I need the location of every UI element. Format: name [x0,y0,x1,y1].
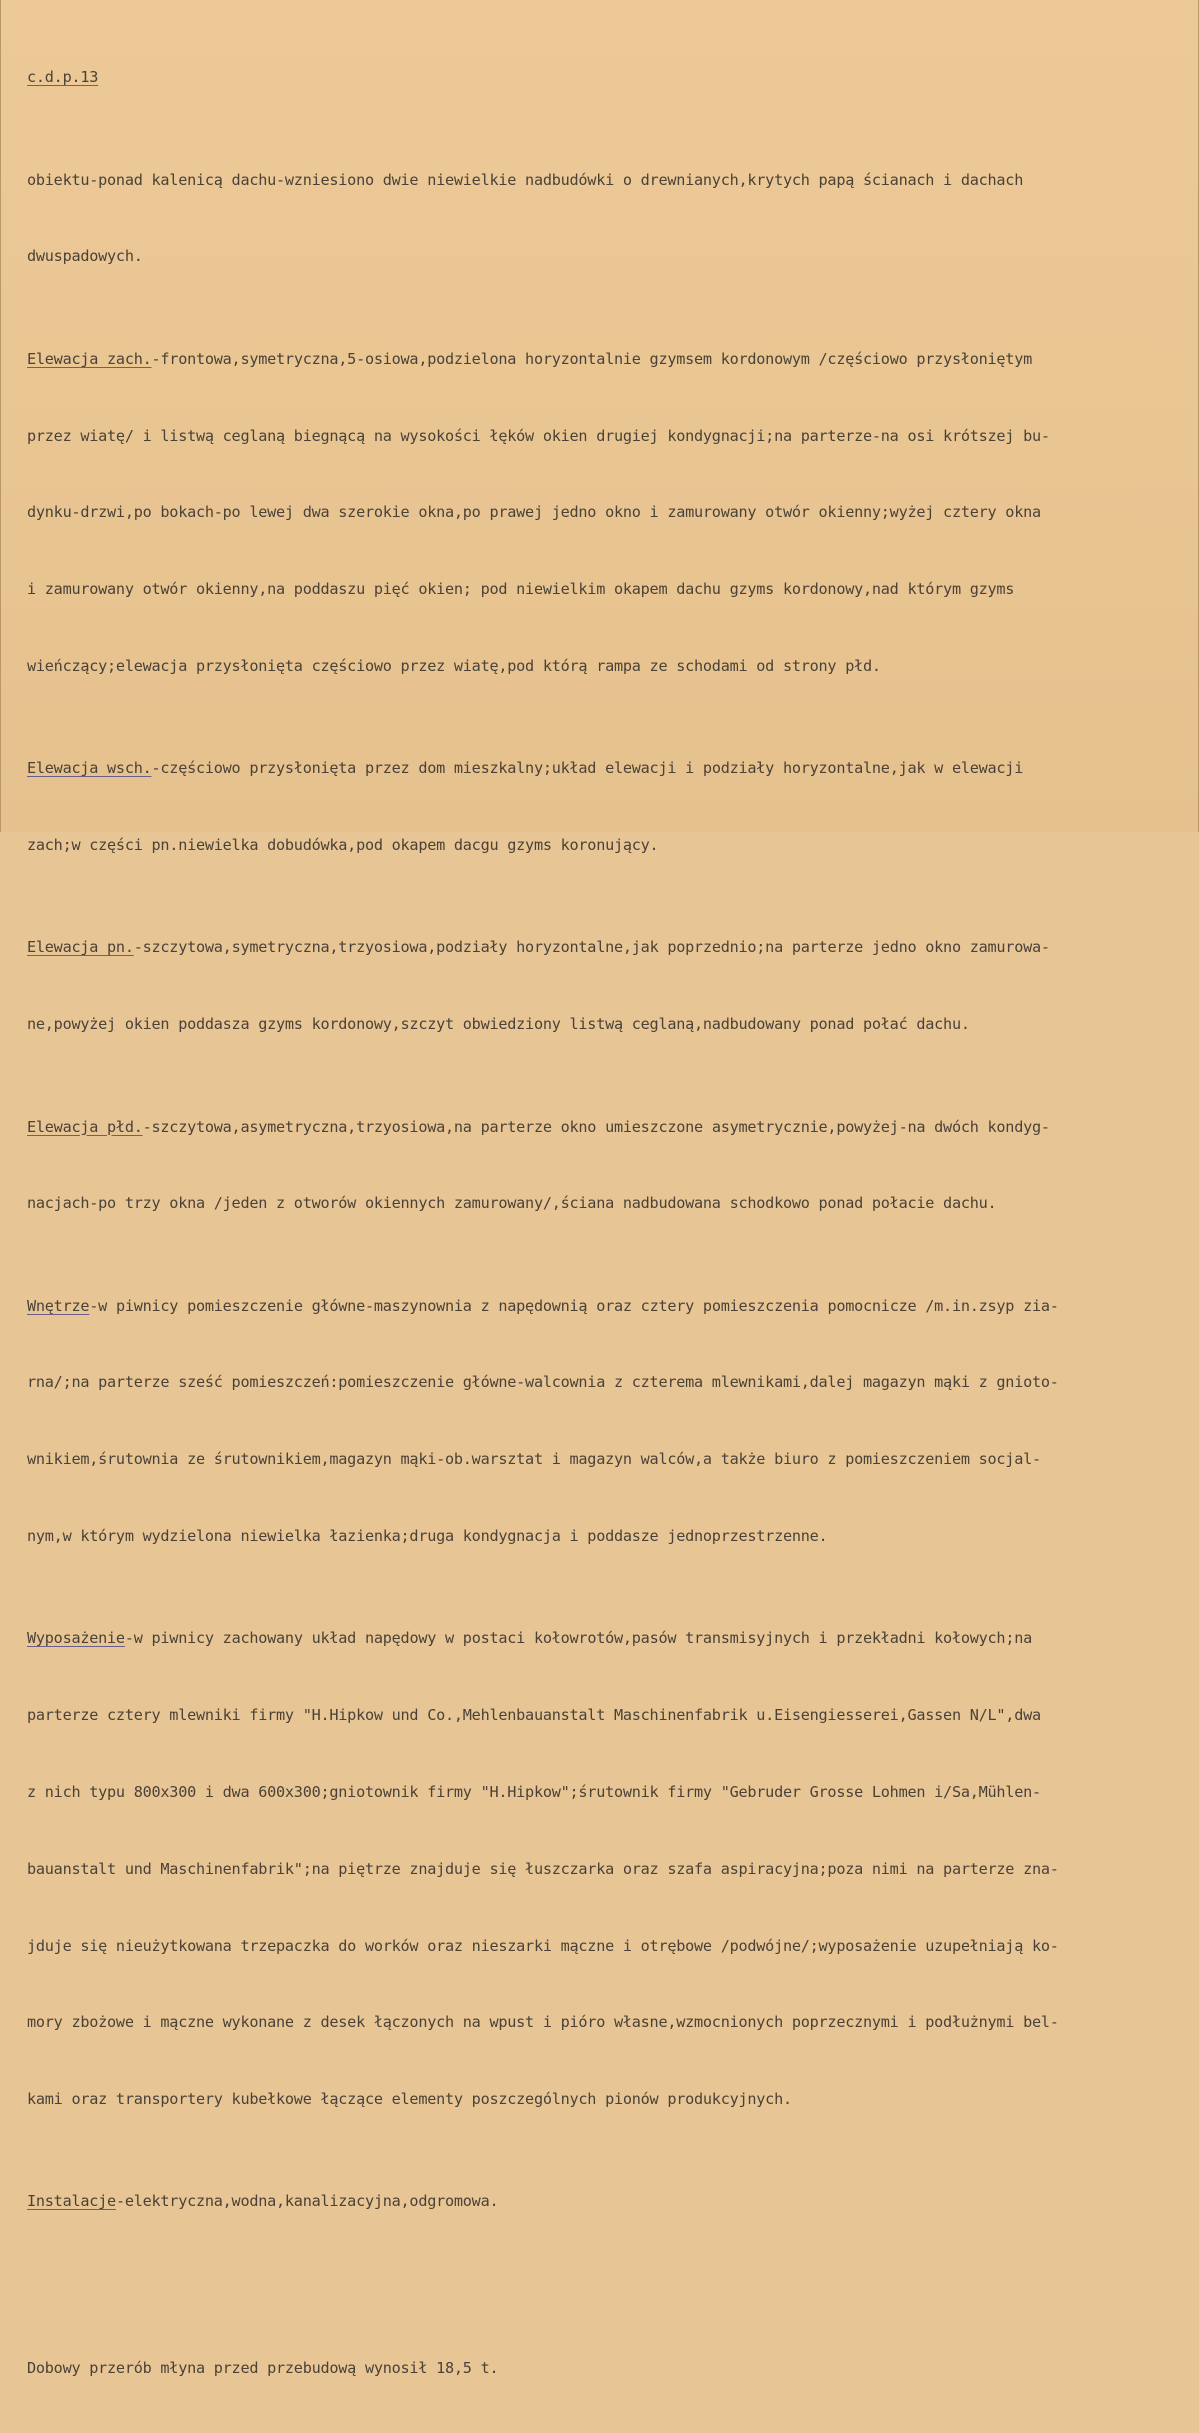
text-line: Elewacja wsch.-częściowo przysłonięta przez dom mieszkalny;układ elewacji i podziały horyzontalne,jak w elewacji [27,759,1024,778]
text-line: dwuspadowych. [27,247,143,266]
text-line: bauanstalt und Maschinenfabrik";na piętrze znajduje się łuszczarka oraz szafa aspiracyjna;poza nimi na parterze zna- [27,1859,1059,1878]
text-line: zach;w części pn.niewielka dobudówka,pod okapem dacgu gzyms koronujący. [27,836,659,854]
text-line: Wnętrze-w piwnicy pomieszczenie główne-maszynownia z napędownią oraz cztery pomieszczenia pomocnicze /m.in.zsyp zia- [27,1296,1059,1315]
text-line: przez wiatę/ i listwą ceglaną biegnącą na wysokości łęków okien drugiej kondygnacji;na parterze-na osi krótszej bu- [27,426,1050,445]
section-heading: Wnętrze [27,1296,90,1315]
text-line: mory zbożowe i mączne wykonane z desek łączonych na wpust i pióro własne,wzmocnionych poprzecznymi i podłużnymi bel- [27,2013,1059,2032]
text-line: wnikiem,śrutownia ze śrutownikiem,magazyn mąki-ob.warsztat i magazyn walców,a także biuro z pomieszczeniem socjal- [27,1450,1041,1469]
text-line: dynku-drzwi,po bokach-po lewej dwa szerokie okna,po prawej jedno okno i zamurowany otwór okienny;wyżej cztery okna [27,503,1041,522]
footer-line: Dobowy przerób młyna przed przebudową wynosił 18,5 t. [27,2359,499,2378]
text-line: kami oraz transportery kubełkowe łączące elementy poszczególnych pionów produkcyjnych. [27,2090,792,2109]
text-line: nacjach-po trzy okna /jeden z otworów okiennych zamurowany/,ściana nadbudowana schodkowo ponad połacie dachu. [27,1194,997,1213]
section-heading: Instalacje [27,2192,116,2211]
section-heading: Elewacja płd. [27,1117,143,1136]
text-line: nym,w którym wydzielona niewielka łazienka;druga kondygnacja i poddasze jednoprzestrzenne. [27,1527,828,1546]
typed-text-body [27,14,1189,2433]
text-line: i zamurowany otwór okienny,na poddaszu pięć okien; pod niewielkim okapem dachu gzyms kordonowy,nad którym gzyms [27,580,1015,599]
text-line: parterze cztery mlewniki firmy "H.Hipkow und Co.,Mehlenbauanstalt Maschinenfabrik u.Eisengiesserei,Gassen N/L",dwa [27,1706,1041,1725]
section-heading: Elewacja wsch. [27,759,152,778]
text-line: jduje się nieużytkowana trzepaczka do worków oraz nieszarki mączne i otrębowe /podwójne/;wyposażenie uzupełniają ko- [27,1936,1059,1955]
text-line: Elewacja pn.-szczytowa,symetryczna,trzyosiowa,podziały horyzontalne,jak poprzednio;na parterze jedno okno zamurowa- [27,938,1050,957]
text-line: Instalacje-elektryczna,wodna,kanalizacyjna,odgromowa. [27,2192,499,2211]
text-line: wieńczący;elewacja przysłonięta częściowo przez wiatę,pod którą rampa ze schodami od strony płd. [27,656,881,675]
section-heading: Elewacja pn. [27,938,134,957]
blank-gap [27,2292,1189,2305]
text-line: ne,powyżej okien poddasza gzyms kordonowy,szczyt obwiedziony listwą ceglaną,nadbudowany ponad połać dachu. [27,1015,970,1034]
text-line: obiektu-ponad kalenicą dachu-wzniesiono dwie niewielkie nadbudówki o drewnianych,krytych papą ścianach i dachach [27,170,1024,189]
text-line: rna/;na parterze sześć pomieszczeń:pomieszczenie główne-walcownia z czterema mlewnikami,dalej magazyn mąki z gnioto- [27,1373,1059,1392]
text-line: Elewacja płd.-szczytowa,asymetryczna,trzyosiowa,na parterze okno umieszczone asymetrycznie,powyżej-na dwóch kondyg- [27,1117,1050,1136]
section-heading: Elewacja zach. [27,349,152,368]
text-line: z nich typu 800x300 i dwa 600x300;gniotownik firmy "H.Hipkow";śrutownik firmy "Gebruder Grosse Lohmen i/Sa,Mühlen- [27,1782,1041,1801]
text-line: Wyposażenie-w piwnicy zachowany układ napędowy w postaci kołowrotów,pasów transmisyjnych i przekładni kołowych;na [27,1629,1032,1648]
section-heading: Wyposażenie [27,1629,125,1648]
document-reference: c.d.p.13 [27,68,99,87]
text-line: Elewacja zach.-frontowa,symetryczna,5-osiowa,podzielona horyzontalnie gzymsem kordonowym /częściowo przysłoniętym [27,349,1032,368]
